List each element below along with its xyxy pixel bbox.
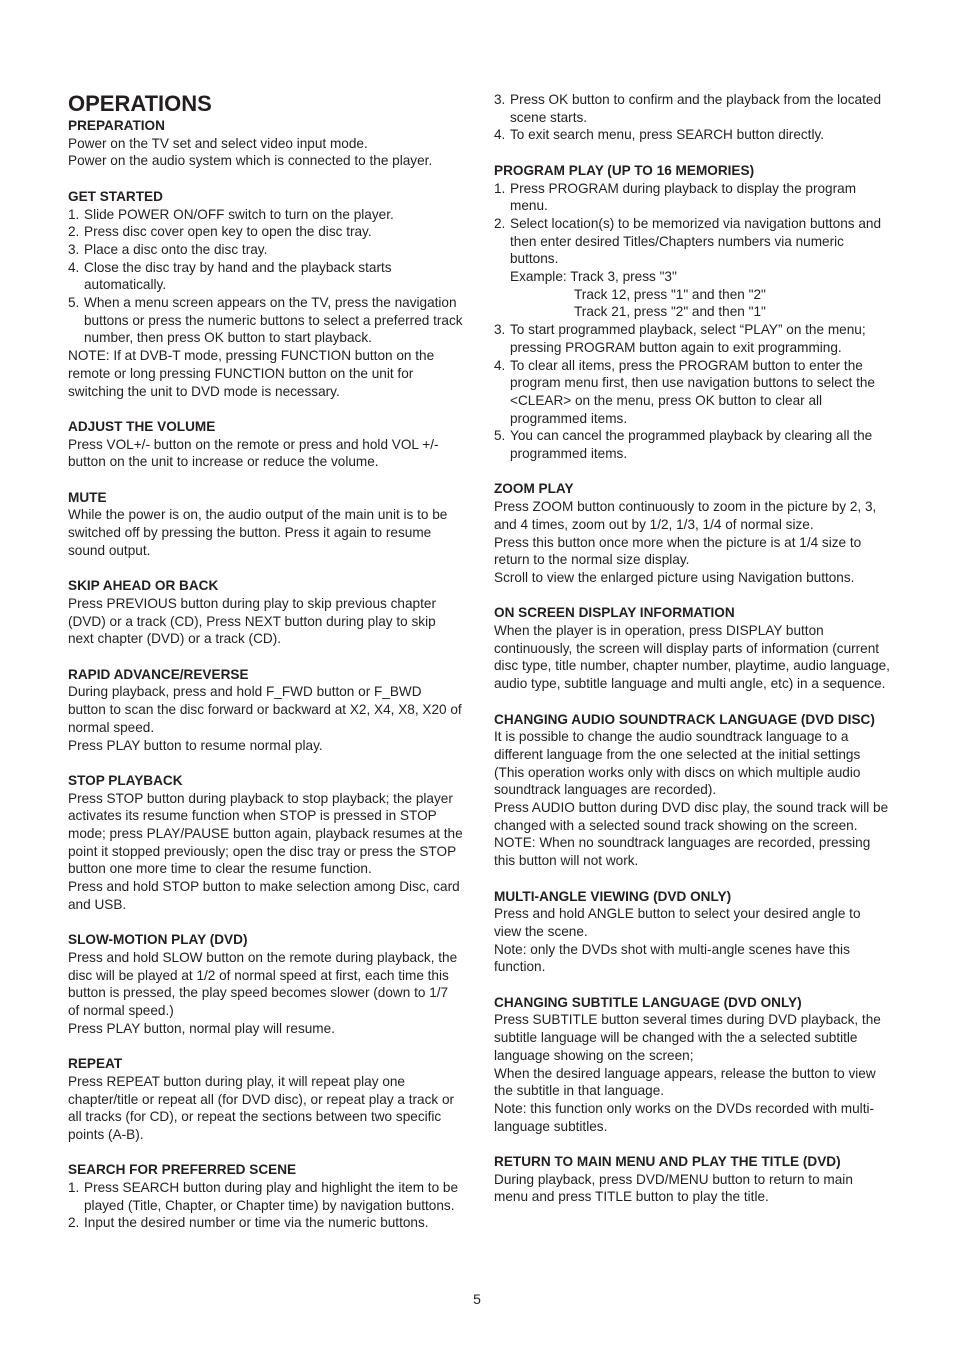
paragraph: Note: only the DVDs shot with multi-angle scenes have this function. xyxy=(494,941,850,975)
right-sections xyxy=(494,91,890,1206)
section-heading: PROGRAM PLAY (UP TO 16 MEMORIES) xyxy=(494,162,755,178)
list-text: You can cancel the programmed playback by clearing all the programmed items. xyxy=(510,428,873,462)
list-item xyxy=(68,1214,463,1232)
paragraph: Press SUBTITLE button several times during DVD playback, the subtitle language will be changed with the a selected subtitle language showing on the screen; xyxy=(494,1012,881,1063)
paragraph: Press ZOOM button continuously to zoom in the picture by 2, 3, and 4 times, zoom out by 1/2, 1/3, 1/4 of normal size. xyxy=(494,499,877,532)
list-text: To clear all items, press the PROGRAM button to enter the program menu first, then use navigation buttons to select the <CLEAR> on the menu, press OK button to clear all programmed items. xyxy=(510,357,875,426)
section-heading: MULTI-ANGLE VIEWING (DVD ONLY) xyxy=(494,888,732,904)
list-number: 2. xyxy=(68,224,80,240)
list-text: Input the desired number or time via the numeric buttons. xyxy=(84,1215,429,1231)
section xyxy=(494,91,890,144)
right-column xyxy=(494,91,890,1206)
list-item xyxy=(494,91,890,126)
section-heading: CHANGING AUDIO SOUNDTRACK LANGUAGE (DVD DISC) xyxy=(494,711,875,727)
list-text: Select location(s) to be memorized via navigation buttons and then enter desired Titles/Chapters numbers via numeric buttons. xyxy=(510,215,882,267)
left-sections xyxy=(68,117,463,1232)
list-text: Press PROGRAM during playback to display the program menu. xyxy=(510,180,857,214)
list-item xyxy=(494,180,890,215)
paragraph: During playback, press DVD/MENU button to return to main menu and press TITLE button to play the title. xyxy=(494,1171,853,1205)
list-item xyxy=(68,259,463,294)
list-text: When a menu screen appears on the TV, press the navigation buttons or press the numeric buttons to select a preferred track number, then press OK button to start playback. xyxy=(84,295,463,346)
list-number: 3. xyxy=(494,322,506,338)
list-item xyxy=(68,294,463,347)
list-number: 2. xyxy=(68,1215,80,1231)
paragraph: Press STOP button during playback to stop playback; the player activates its resume function when STOP is pressed in STOP mode; press PLAY/PAUSE button again, playback resumes at the point it stopped previously; open the disc tray or press the STOP button one more time to clear the resume function. xyxy=(68,790,463,877)
example-line: Track 21, press "2" and then "1" xyxy=(574,304,766,320)
list-item xyxy=(494,126,890,144)
example-line: Example: Track 3, press "3" xyxy=(510,269,677,285)
numbered-list xyxy=(494,321,890,463)
list-text: Press OK button to confirm and the playback from the located scene starts. xyxy=(510,92,882,125)
section xyxy=(494,888,890,977)
list-number: 1. xyxy=(494,180,506,196)
list-text: Press disc cover open key to open the disc tray. xyxy=(84,224,372,240)
section-heading: STOP PLAYBACK xyxy=(68,772,183,788)
paragraph: Press PLAY button to resume normal play. xyxy=(68,737,323,753)
list-text: To exit search menu, press SEARCH button directly. xyxy=(510,127,825,143)
section xyxy=(68,931,463,1037)
section-heading: SEARCH FOR PREFERRED SCENE xyxy=(68,1162,297,1178)
paragraph: Press and hold SLOW button on the remote during playback, the disc will be played at 1/2 of normal speed at first, each time this button is pressed, the play speed becomes slower (down to 1/7 of normal speed.) xyxy=(68,949,458,1019)
list-number: 5. xyxy=(494,428,506,444)
list-number: 3. xyxy=(68,241,80,257)
list-item xyxy=(494,357,890,428)
list-item xyxy=(68,241,463,259)
paragraph: Scroll to view the enlarged picture using Navigation buttons. xyxy=(494,569,855,585)
list-item xyxy=(68,223,463,241)
section-heading: CHANGING SUBTITLE LANGUAGE (DVD ONLY) xyxy=(494,994,802,1010)
paragraph: Press AUDIO button during DVD disc play, the sound track will be changed with a selected sound track showing on the screen. xyxy=(494,800,889,833)
section-heading: SLOW-MOTION PLAY (DVD) xyxy=(68,932,248,948)
list-item xyxy=(494,427,890,462)
list-number: 4. xyxy=(494,357,506,373)
list-text: Place a disc onto the disc tray. xyxy=(84,241,268,257)
section xyxy=(68,117,463,170)
numbered-list xyxy=(494,91,890,144)
paragraph: Press PLAY button, normal play will resume. xyxy=(68,1020,335,1036)
section xyxy=(68,489,463,560)
paragraph: Press this button once more when the picture is at 1/4 size to return to the normal size display. xyxy=(494,534,862,568)
list-number: 5. xyxy=(68,295,80,311)
section-heading: RAPID ADVANCE/REVERSE xyxy=(68,666,249,682)
section-heading: REPEAT xyxy=(68,1056,123,1072)
list-number: 1. xyxy=(68,206,80,222)
list-item xyxy=(68,1179,463,1214)
section xyxy=(494,994,890,1136)
numbered-list xyxy=(494,180,890,269)
section-heading: MUTE xyxy=(68,489,107,505)
paragraph: Power on the TV set and select video input mode. xyxy=(68,135,368,151)
section xyxy=(68,1161,463,1232)
example-line: Track 12, press "1" and then "2" xyxy=(574,286,766,302)
list-text: Slide POWER ON/OFF switch to turn on the player. xyxy=(84,206,394,222)
section xyxy=(68,577,463,648)
paragraph: When the desired language appears, release the button to view the subtitle in that language. xyxy=(494,1065,876,1099)
section xyxy=(68,1055,463,1144)
paragraph: NOTE: If at DVB-T mode, pressing FUNCTION button on the remote or long pressing FUNCTION button on the unit for switching the unit to DVD mode is necessary. xyxy=(68,348,435,399)
section xyxy=(68,418,463,471)
section xyxy=(494,480,890,586)
section-heading: ADJUST THE VOLUME xyxy=(68,418,216,434)
paragraph: Press VOL+/- button on the remote or press and hold VOL +/- button on the unit to increase or reduce the volume. xyxy=(68,436,439,470)
list-item xyxy=(494,321,890,356)
paragraph: During playback, press and hold F_FWD button or F_BWD button to scan the disc forward or backward at X2, X4, X8, X20 of normal speed. xyxy=(68,684,462,735)
list-text: To start programmed playback, select “PLAY” on the menu; pressing PROGRAM button again to exit programming. xyxy=(510,322,866,355)
section-heading: GET STARTED xyxy=(68,188,163,204)
paragraph: Press and hold STOP button to make selection among Disc, card and USB. xyxy=(68,879,460,912)
section xyxy=(494,1153,890,1206)
paragraph: It is possible to change the audio soundtrack language to a different language from the one selected at the initial settings (This operation works only with discs on which multiple audio soundtrack languages are recorded). xyxy=(494,729,861,798)
section xyxy=(68,666,463,755)
section-heading: PREPARATION xyxy=(68,118,165,133)
left-column xyxy=(68,91,463,1232)
numbered-list xyxy=(68,206,463,348)
list-text: Press SEARCH button during play and highlight the item to be played (Title, Chapter, or Chapter time) by navigation buttons. xyxy=(84,1180,459,1213)
paragraph: Press and hold ANGLE button to select your desired angle to view the scene. xyxy=(494,906,861,939)
section-heading: ON SCREEN DISPLAY INFORMATION xyxy=(494,605,735,621)
example-block xyxy=(494,268,890,321)
list-number: 1. xyxy=(68,1180,80,1196)
list-item xyxy=(494,215,890,268)
paragraph: While the power is on, the audio output of the main unit is to be switched off by pressing the button. Press it again to resume sound output. xyxy=(68,507,448,558)
list-number: 3. xyxy=(494,92,506,107)
page-title: OPERATIONS xyxy=(68,91,212,116)
list-item xyxy=(68,206,463,224)
list-number: 4. xyxy=(494,127,506,143)
section xyxy=(494,162,890,463)
section-heading: ZOOM PLAY xyxy=(494,481,574,497)
paragraph: Press REPEAT button during play, it will repeat play one chapter/title or repeat all (for DVD disc), or repeat play a track or all tracks (for CD), or repeat the sections between two specific points (A-B). xyxy=(68,1073,455,1142)
list-number: 4. xyxy=(68,259,80,275)
list-text: Close the disc tray by hand and the playback starts automatically. xyxy=(84,259,392,293)
paragraph: NOTE: When no soundtrack languages are recorded, pressing this button will not work. xyxy=(494,835,871,869)
numbered-list xyxy=(68,1179,463,1232)
list-number: 2. xyxy=(494,215,506,231)
paragraph: When the player is in operation, press DISPLAY button continuously, the screen will display parts of information (current disc type, title number, chapter number, playtime, audio language, audio type, subtitle language and multi angle, etc) in a sequence. xyxy=(494,623,890,692)
paragraph: Power on the audio system which is connected to the player. xyxy=(68,153,433,169)
page-number: 5 xyxy=(473,1291,481,1307)
section-heading: SKIP AHEAD OR BACK xyxy=(68,578,219,594)
section xyxy=(494,604,890,693)
paragraph: Note: this function only works on the DVDs recorded with multi-language subtitles. xyxy=(494,1100,875,1134)
section xyxy=(68,188,463,400)
section-heading: RETURN TO MAIN MENU AND PLAY THE TITLE (DVD) xyxy=(494,1154,841,1170)
paragraph: Press PREVIOUS button during play to skip previous chapter (DVD) or a track (CD), Press NEXT button during play to skip next chapter (DVD) or a track (CD). xyxy=(68,595,436,647)
section xyxy=(68,772,463,914)
section xyxy=(494,711,890,870)
